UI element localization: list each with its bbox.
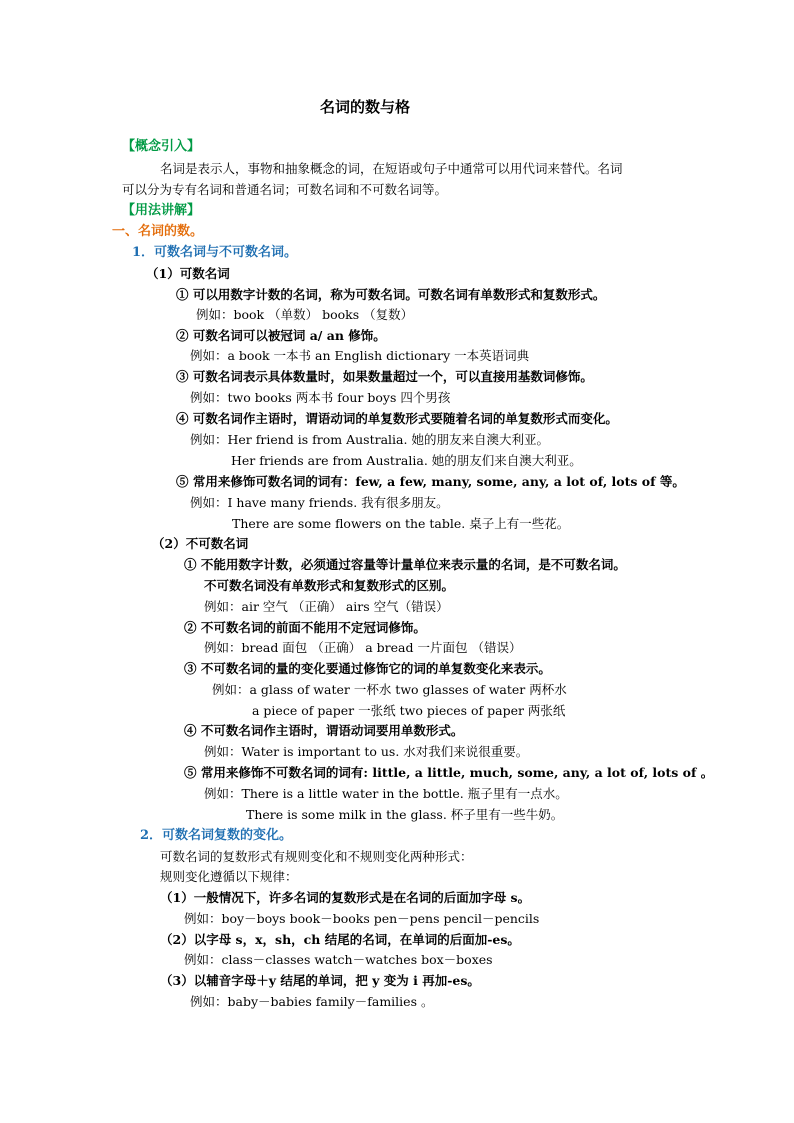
- uncountable-heading: （2）不可数名词: [152, 536, 249, 551]
- rule-text: 不可数名词没有单数形式和复数形式的区别。: [204, 578, 455, 593]
- subheading-countable-uncountable: 1．可数名词与不可数名词。: [132, 245, 298, 260]
- paragraph-text: 规则变化遵循以下规律：: [160, 869, 298, 884]
- rule-text: ⑤ 常用来修饰不可数名词的词有: little, a little, much, some, any, a lot of, lots of 。: [184, 765, 714, 780]
- paragraph-text: 可数名词的复数形式有规则变化和不规则变化两种形式：: [160, 849, 473, 864]
- rule-text: （3）以辅音字母＋y 结尾的单词，把 y 变为 i 再加-es。: [160, 973, 480, 988]
- countable-heading: （1）可数名词: [146, 266, 230, 281]
- page-title: 名词的数与格: [320, 98, 411, 116]
- example-text: 例如：class－classes watch－watches box－boxes: [184, 952, 493, 967]
- rule-text: ④ 可数名词作主语时，谓语动词的单复数形式要随着名词的单复数形式而变化。: [176, 411, 618, 426]
- example-text: 例如：baby－babies family－families 。: [190, 994, 434, 1009]
- example-text: 例如：two books 两本书 four boys 四个男孩: [190, 390, 451, 405]
- intro-paragraph-line: 可以分为专有名词和普通名词；可数名词和不可数名词等。: [122, 182, 448, 197]
- example-text: a piece of paper 一张纸 two pieces of paper 两张纸: [252, 703, 566, 718]
- rule-text: ③ 可数名词表示具体数量时，如果数量超过一个，可以直接用基数词修饰。: [176, 369, 593, 384]
- rule-text: ③ 不可数名词的量的变化要通过修饰它的词的单复数变化来表示。: [184, 661, 551, 676]
- rule-text: ⑤ 常用来修饰可数名词的词有：few, a few, many, some, any, a lot of, lots of 等。: [176, 474, 685, 489]
- section-heading-intro: 【概念引入】: [122, 139, 201, 154]
- example-text: There is some milk in the glass. 杯子里有一些牛奶。: [246, 807, 564, 822]
- intro-paragraph-line: 名词是表示人，事物和抽象概念的词，在短语或句子中通常可以用代词来替代。名词: [160, 161, 623, 176]
- example-text: 例如：I have many friends. 我有很多朋友。: [190, 495, 449, 510]
- part-heading-number: 一、名词的数。: [112, 224, 204, 239]
- rule-text: ④ 不可数名词作主语时，谓语动词要用单数形式。: [184, 723, 464, 738]
- example-text: 例如：bread 面包 （正确） a bread 一片面包 （错误）: [204, 640, 522, 655]
- rule-text: ② 可数名词可以被冠词 a/ an 修饰。: [176, 328, 386, 343]
- subheading-plural-changes: 2．可数名词复数的变化。: [140, 828, 293, 843]
- section-heading-usage: 【用法讲解】: [122, 203, 201, 218]
- rule-text: （2）以字母 s，x，sh，ch 结尾的名词，在单词的后面加-es。: [160, 932, 520, 947]
- example-text: There are some flowers on the table. 桌子上有一些花。: [232, 516, 570, 531]
- rule-text: ① 可以用数字计数的名词，称为可数名词。可数名词有单数形式和复数形式。: [176, 287, 606, 302]
- example-text: 例如：boy－boys book－books pen－pens pencil－pencils: [184, 911, 540, 926]
- rule-text: （1）一般情况下，许多名词的复数形式是在名词的后面加字母 s。: [160, 890, 531, 905]
- example-text: 例如：a glass of water 一杯水 two glasses of water 两杯水: [212, 682, 567, 697]
- example-text: Her friends are from Australia. 她的朋友们来自澳大利亚。: [231, 453, 582, 468]
- example-text: 例如：Water is important to us. 水对我们来说很重要。: [204, 744, 529, 759]
- example-text: 例如：book （单数） books （复数）: [196, 307, 414, 322]
- rule-text: ① 不能用数字计数，必须通过容量等计量单位来表示量的名词，是不可数名词。: [184, 557, 626, 572]
- example-text: 例如：a book 一本书 an English dictionary 一本英语词典: [190, 348, 530, 363]
- example-text: 例如：air 空气 （正确） airs 空气（错误）: [204, 599, 449, 614]
- example-text: 例如：There is a little water in the bottle. 瓶子里有一点水。: [204, 786, 568, 801]
- rule-text: ② 不可数名词的前面不能用不定冠词修饰。: [184, 620, 426, 635]
- example-text: 例如：Her friend is from Australia. 她的朋友来自澳大利亚。: [190, 432, 549, 447]
